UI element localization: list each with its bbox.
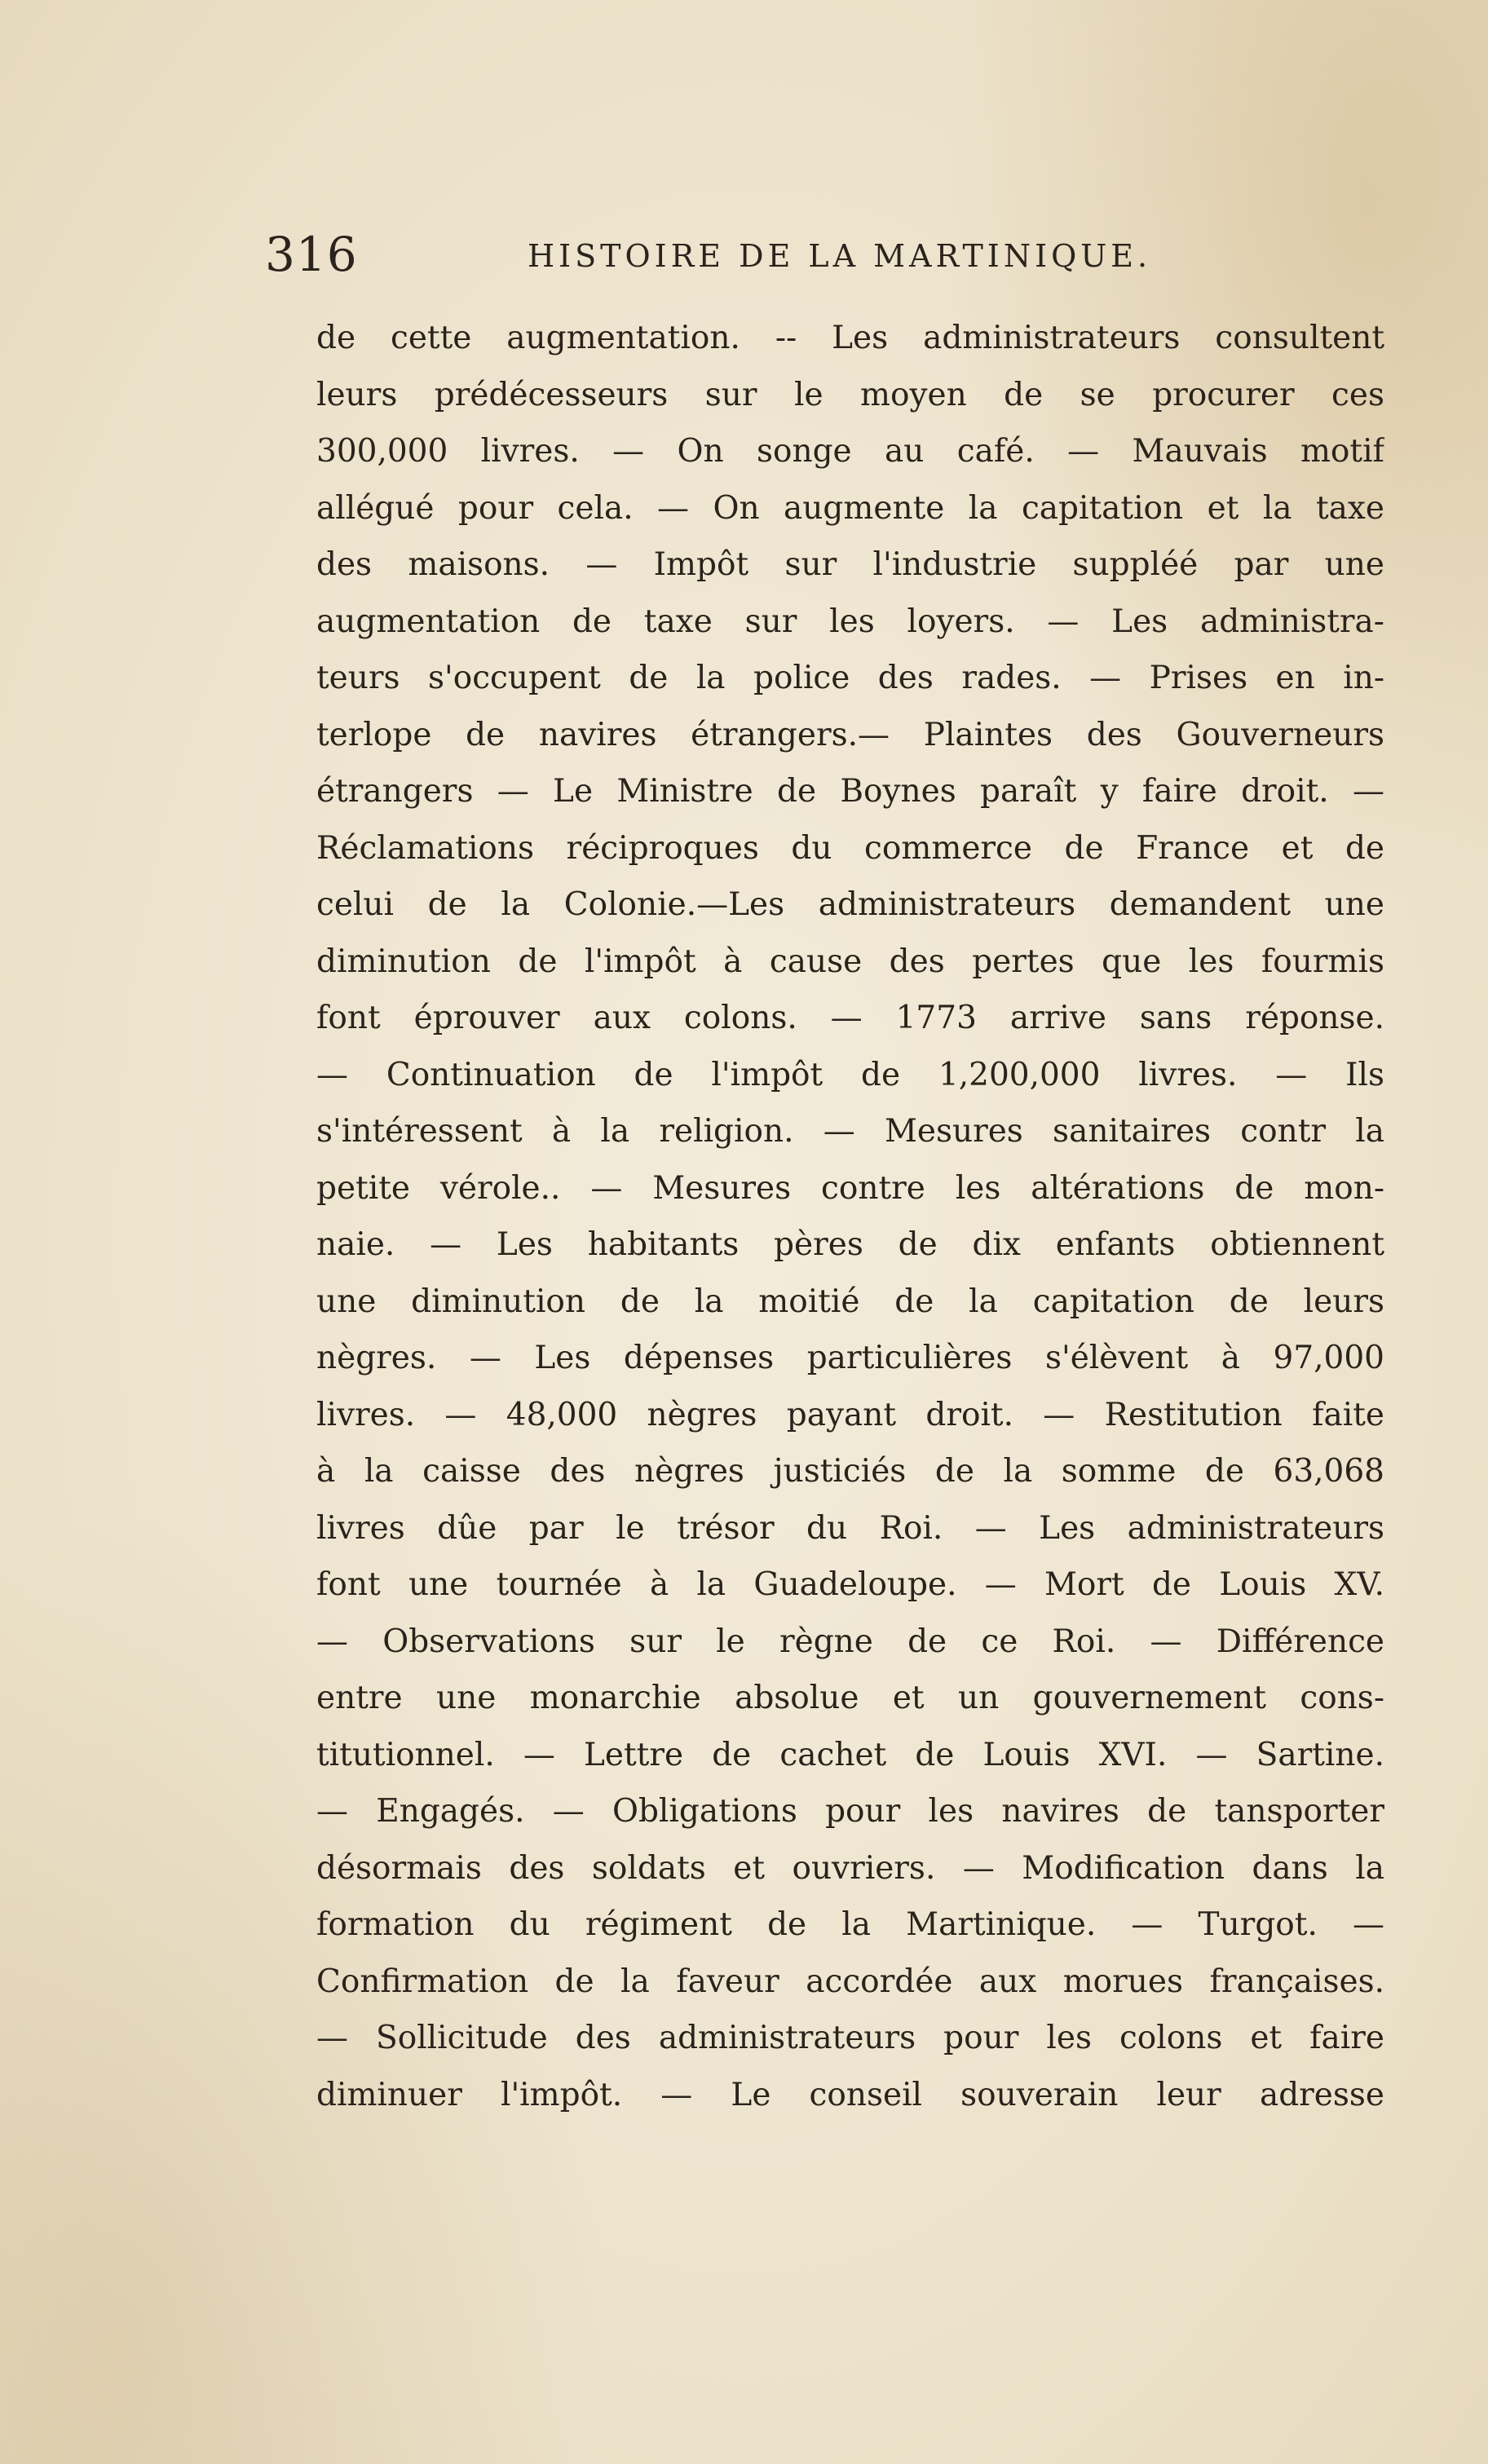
text-line: font une tournée à la Guadeloupe. — Mort de Louis XV.	[316, 1566, 1384, 1603]
text-line: désormais des soldats et ouvriers. — Modification dans la	[316, 1849, 1384, 1887]
text-line: — Sollicitude des administrateurs pour les colons et faire	[316, 2020, 1384, 2056]
text-line: étrangers — Le Ministre de Boynes paraît y faire droit. —	[316, 773, 1384, 810]
text-line: formation du régiment de la Martinique. — Turgot. —	[316, 1906, 1384, 1943]
text-line: Réclamations réciproques du commerce de France et de	[316, 829, 1384, 867]
text-line: nègres. — Les dépenses particulières s'élèvent à 97,000	[316, 1340, 1384, 1376]
text-line: de cette augmentation. -- Les administrateurs consultent	[316, 320, 1384, 356]
text-line: augmentation de taxe sur les loyers. — Les administra-	[316, 603, 1384, 640]
text-line: teurs s'occupent de la police des rades. — Prises en in-	[316, 660, 1384, 696]
text-line: entre une monarchie absolue et un gouvernement cons-	[316, 1680, 1384, 1716]
text-line: leurs prédécesseurs sur le moyen de se procurer ces	[316, 376, 1384, 413]
text-line: livres. — 48,000 nègres payant droit. — Restitution faite	[316, 1396, 1384, 1433]
text-line: — Observations sur le règne de ce Roi. — Différence	[316, 1623, 1384, 1660]
text-line: — Engagés. — Obligations pour les navires de tansporter	[316, 1793, 1384, 1830]
text-line: terlope de navires étrangers.— Plaintes des Gouverneurs	[316, 716, 1384, 753]
text-line: une diminution de la moitié de la capitation de leurs	[316, 1283, 1384, 1320]
text-line: celui de la Colonie.—Les administrateurs demandent une	[316, 886, 1384, 923]
text-line: allégué pour cela. — On augmente la capitation et la taxe	[316, 489, 1384, 527]
text-line: livres dûe par le trésor du Roi. — Les administrateurs	[316, 1509, 1384, 1547]
text-line: s'intéressent à la religion. — Mesures sanitaires contr la	[316, 1113, 1384, 1150]
text-line: diminuer l'impôt. — Le conseil souverain leur adresse	[316, 2076, 1384, 2113]
text-line: des maisons. — Impôt sur l'industrie suppléé par une	[316, 546, 1384, 583]
body-text	[316, 310, 1384, 2123]
text-line: diminution de l'impôt à cause des pertes que les fourmis	[316, 943, 1384, 980]
page-header	[265, 227, 1406, 292]
text-line: naie. — Les habitants pères de dix enfants obtiennent	[316, 1226, 1384, 1263]
text-line: 300,000 livres. — On songe au café. — Mauvais motif	[316, 433, 1384, 470]
running-title: HISTOIRE DE LA MARTINIQUE.	[528, 238, 1152, 274]
text-line: Confirmation de la faveur accordée aux morues françaises.	[316, 1963, 1384, 2000]
text-line: à la caisse des nègres justiciés de la somme de 63,068	[316, 1453, 1384, 1490]
page-number: 316	[265, 227, 358, 282]
text-line: font éprouver aux colons. — 1773 arrive sans réponse.	[316, 1000, 1384, 1036]
text-line: petite vérole.. — Mesures contre les altérations de mon-	[316, 1169, 1384, 1207]
text-line: titutionnel. — Lettre de cachet de Louis XVI. — Sartine.	[316, 1736, 1384, 1773]
text-line: — Continuation de l'impôt de 1,200,000 livres. — Ils	[316, 1056, 1384, 1093]
